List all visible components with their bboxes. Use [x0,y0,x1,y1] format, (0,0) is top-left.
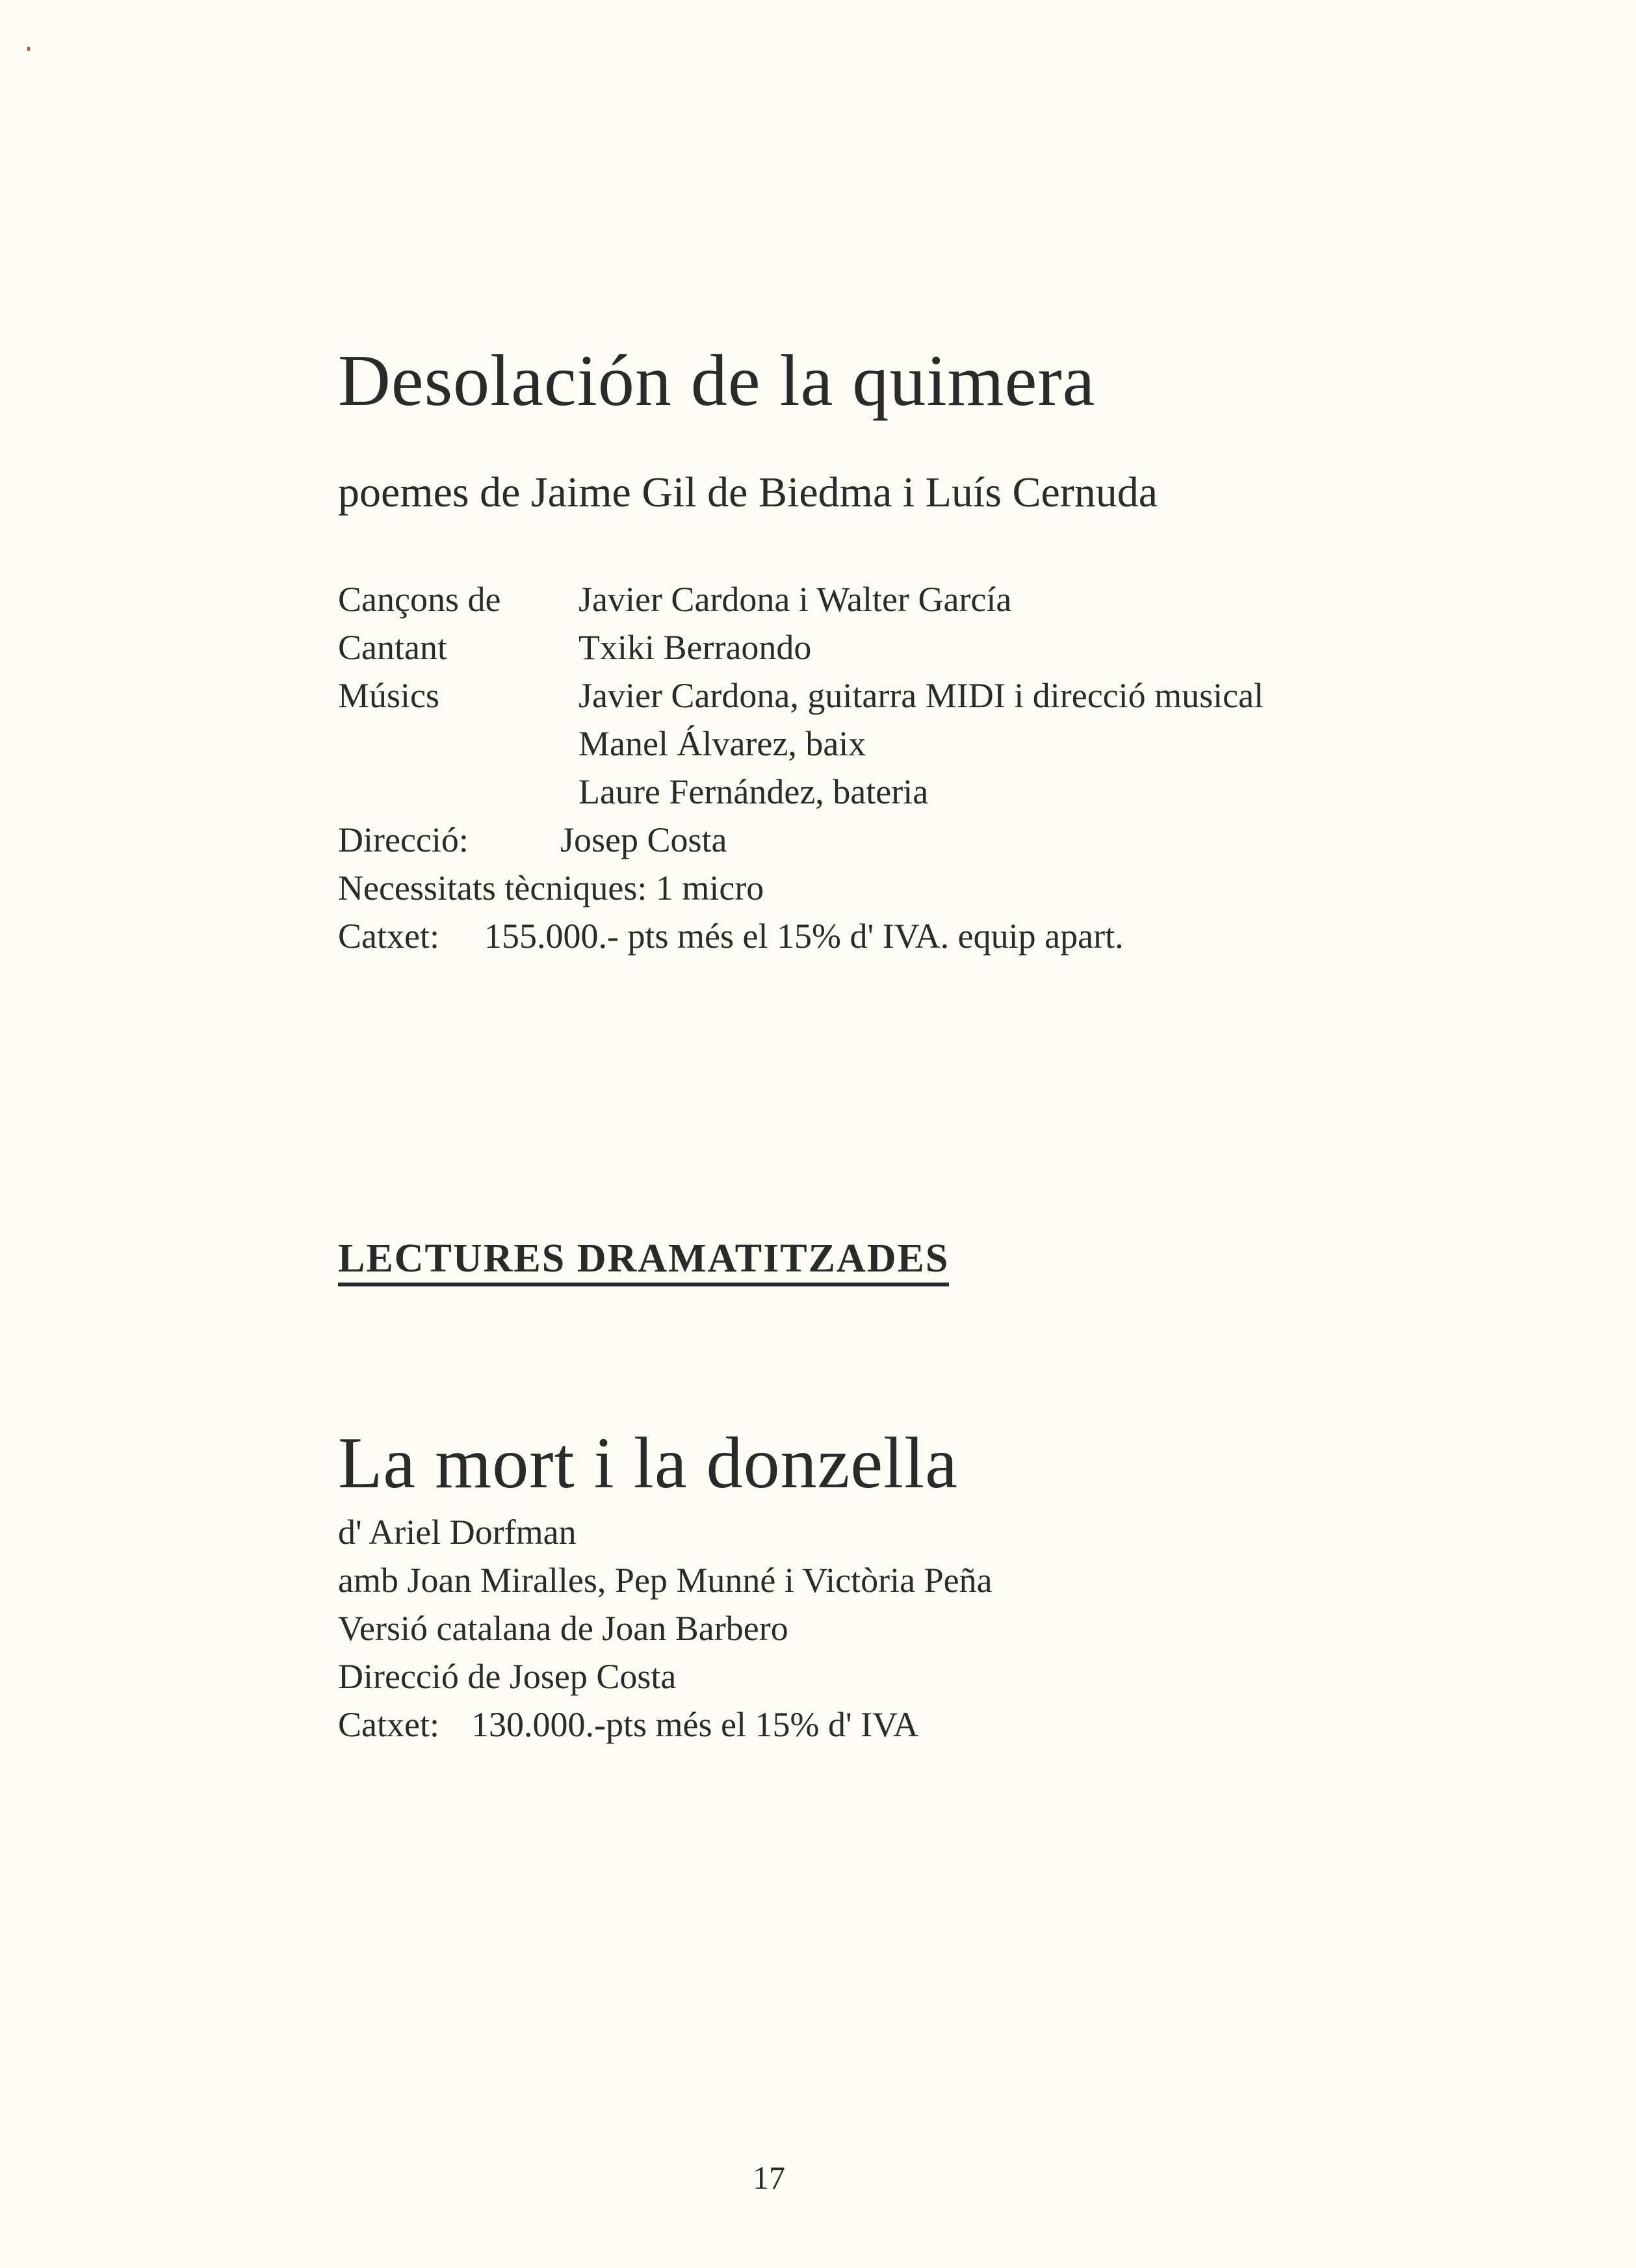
scan-mark [27,47,30,51]
detail-line: amb Joan Miralles, Pep Munné i Victòria Peña [338,1561,993,1600]
catxet-value: 155.000.- pts més el 15% d' IVA. equip apart. [484,917,1124,956]
catxet-label: Catxet: [338,917,439,956]
credit-label: Cançons de [338,580,501,619]
credit-label: Direcció: [338,820,469,859]
detail-line: Versió catalana de Joan Barbero [338,1609,788,1648]
credit-value: Manel Álvarez, baix [578,724,866,763]
show-title: Desolación de la quimera [338,341,1096,421]
credit-value: Laure Fernández, bateria [578,772,929,811]
credit-value: Txiki Berraondo [578,628,812,667]
catxet-row [338,1701,993,1749]
credit-label: Músics [338,676,440,715]
technical-needs: Necessitats tècniques: 1 micro [338,868,764,907]
show-subtitle: poemes de Jaime Gil de Biedma i Luís Cernuda [338,469,1158,516]
show-title: La mort i la donzella [338,1423,958,1504]
credit-label: Cantant [338,628,447,667]
detail-line: Direcció de Josep Costa [338,1657,677,1696]
credit-value: Javier Cardona, guitarra MIDI i direcció musical [578,676,1264,715]
credit-value: Josep Costa [560,820,727,859]
detail-line: d' Ariel Dorfman [338,1513,577,1552]
catxet-label: Catxet: [338,1705,439,1744]
catxet-value: 130.000.-pts més el 15% d' IVA [471,1705,919,1744]
credit-value: Javier Cardona i Walter García [578,580,1012,619]
show-details [338,1508,993,1749]
section-heading: LECTURES DRAMATITZADES [338,1238,949,1286]
page-number: 17 [753,2159,785,2196]
